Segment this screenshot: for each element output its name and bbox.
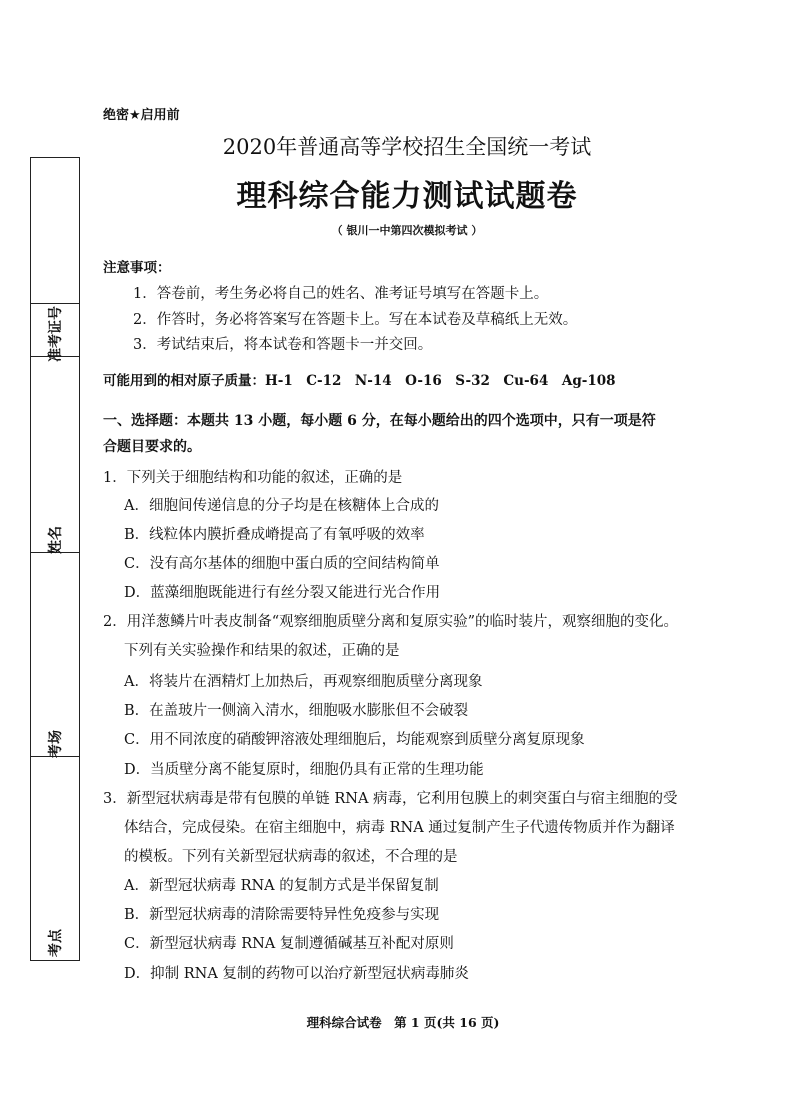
notes-heading: 注意事项： (103, 260, 171, 276)
question-3-stem-cont: 体结合，完成侵染。在宿主细胞中，病毒 RNA 通过复制产生子代遗传物质并作为翻译 (124, 820, 675, 836)
exam-number-label: 准考证号 (48, 306, 64, 362)
question-1-option-d: D．蓝藻细胞既能进行有丝分裂又能进行光合作用 (124, 585, 441, 601)
question-2-option-a: A．将装片在酒精灯上加热后，再观察细胞质壁分离现象 (124, 674, 483, 690)
note-item: 3．考试结束后，将本试卷和答题卡一并交回。 (133, 337, 433, 353)
question-2-stem-cont: 下列有关实验操作和结果的叙述，正确的是 (124, 643, 400, 659)
question-1-option-a: A．细胞间传递信息的分子均是在核糖体上合成的 (124, 498, 439, 514)
confidential-label: 绝密★启用前 (103, 108, 180, 123)
question-2-option-c: C．用不同浓度的硝酸钾溶液处理细胞后，均能观察到质壁分离复原现象 (124, 732, 585, 748)
exam-site-label: 考点 (48, 929, 64, 957)
question-3-stem: 3．新型冠状病毒是带有包膜的单链 RNA 病毒，它利用包膜上的刺突蛋白与宿主细胞的受 (103, 791, 678, 807)
name-label: 姓名 (48, 526, 64, 554)
question-2-stem: 2．用洋葱鳞片叶表皮制备“观察细胞质壁分离和复原实验”的临时装片，观察细胞的变化。 (103, 614, 679, 630)
section-heading: 一、选择题：本题共 13 小题，每小题 6 分，在每小题给出的四个选项中，只有一项是符 (103, 413, 656, 429)
question-3-stem-cont: 的模板。下列有关新型冠状病毒的叙述，不合理的是 (124, 849, 458, 865)
question-1-stem: 1．下列关于细胞结构和功能的叙述，正确的是 (103, 470, 403, 486)
exam-title: 2020年普通高等学校招生全国统一考试 (222, 135, 592, 159)
question-3-option-d: D．抑制 RNA 复制的药物可以治疗新型冠状病毒肺炎 (124, 966, 469, 982)
question-3-option-b: B．新型冠状病毒的清除需要特异性免疫参与实现 (124, 907, 440, 923)
atomic-masses: 可能用到的相对原子质量：H-1 C-12 N-14 O-16 S-32 Cu-64 Ag-108 (103, 373, 616, 389)
question-1-option-b: B．线粒体内膜折叠成嵴提高了有氧呼吸的效率 (124, 527, 425, 543)
exam-subtitle: （ 银川一中第四次模拟考试 ） (331, 224, 483, 237)
paper-title: 理科综合能力测试试题卷 (236, 179, 578, 214)
candidate-info-strip (30, 157, 80, 961)
question-1-option-c: C．没有高尔基体的细胞中蛋白质的空间结构简单 (124, 556, 440, 572)
question-3-option-a: A．新型冠状病毒 RNA 的复制方式是半保留复制 (124, 878, 439, 894)
question-2-option-b: B．在盖玻片一侧滴入清水，细胞吸水膨胀但不会破裂 (124, 703, 469, 719)
exam-room-label: 考场 (48, 730, 64, 758)
question-2-option-d: D．当质壁分离不能复原时，细胞仍具有正常的生理功能 (124, 762, 484, 778)
note-item: 1．答卷前，考生务必将自己的姓名、准考证号填写在答题卡上。 (133, 286, 549, 302)
question-3-option-c: C．新型冠状病毒 RNA 复制遵循碱基互补配对原则 (124, 936, 454, 952)
strip-divider (31, 303, 79, 304)
section-heading-cont: 合题目要求的。 (103, 439, 201, 455)
page-footer: 理科综合试卷 第 1 页(共 16 页) (306, 1015, 500, 1030)
note-item: 2．作答时，务必将答案写在答题卡上。写在本试卷及草稿纸上无效。 (133, 312, 578, 328)
